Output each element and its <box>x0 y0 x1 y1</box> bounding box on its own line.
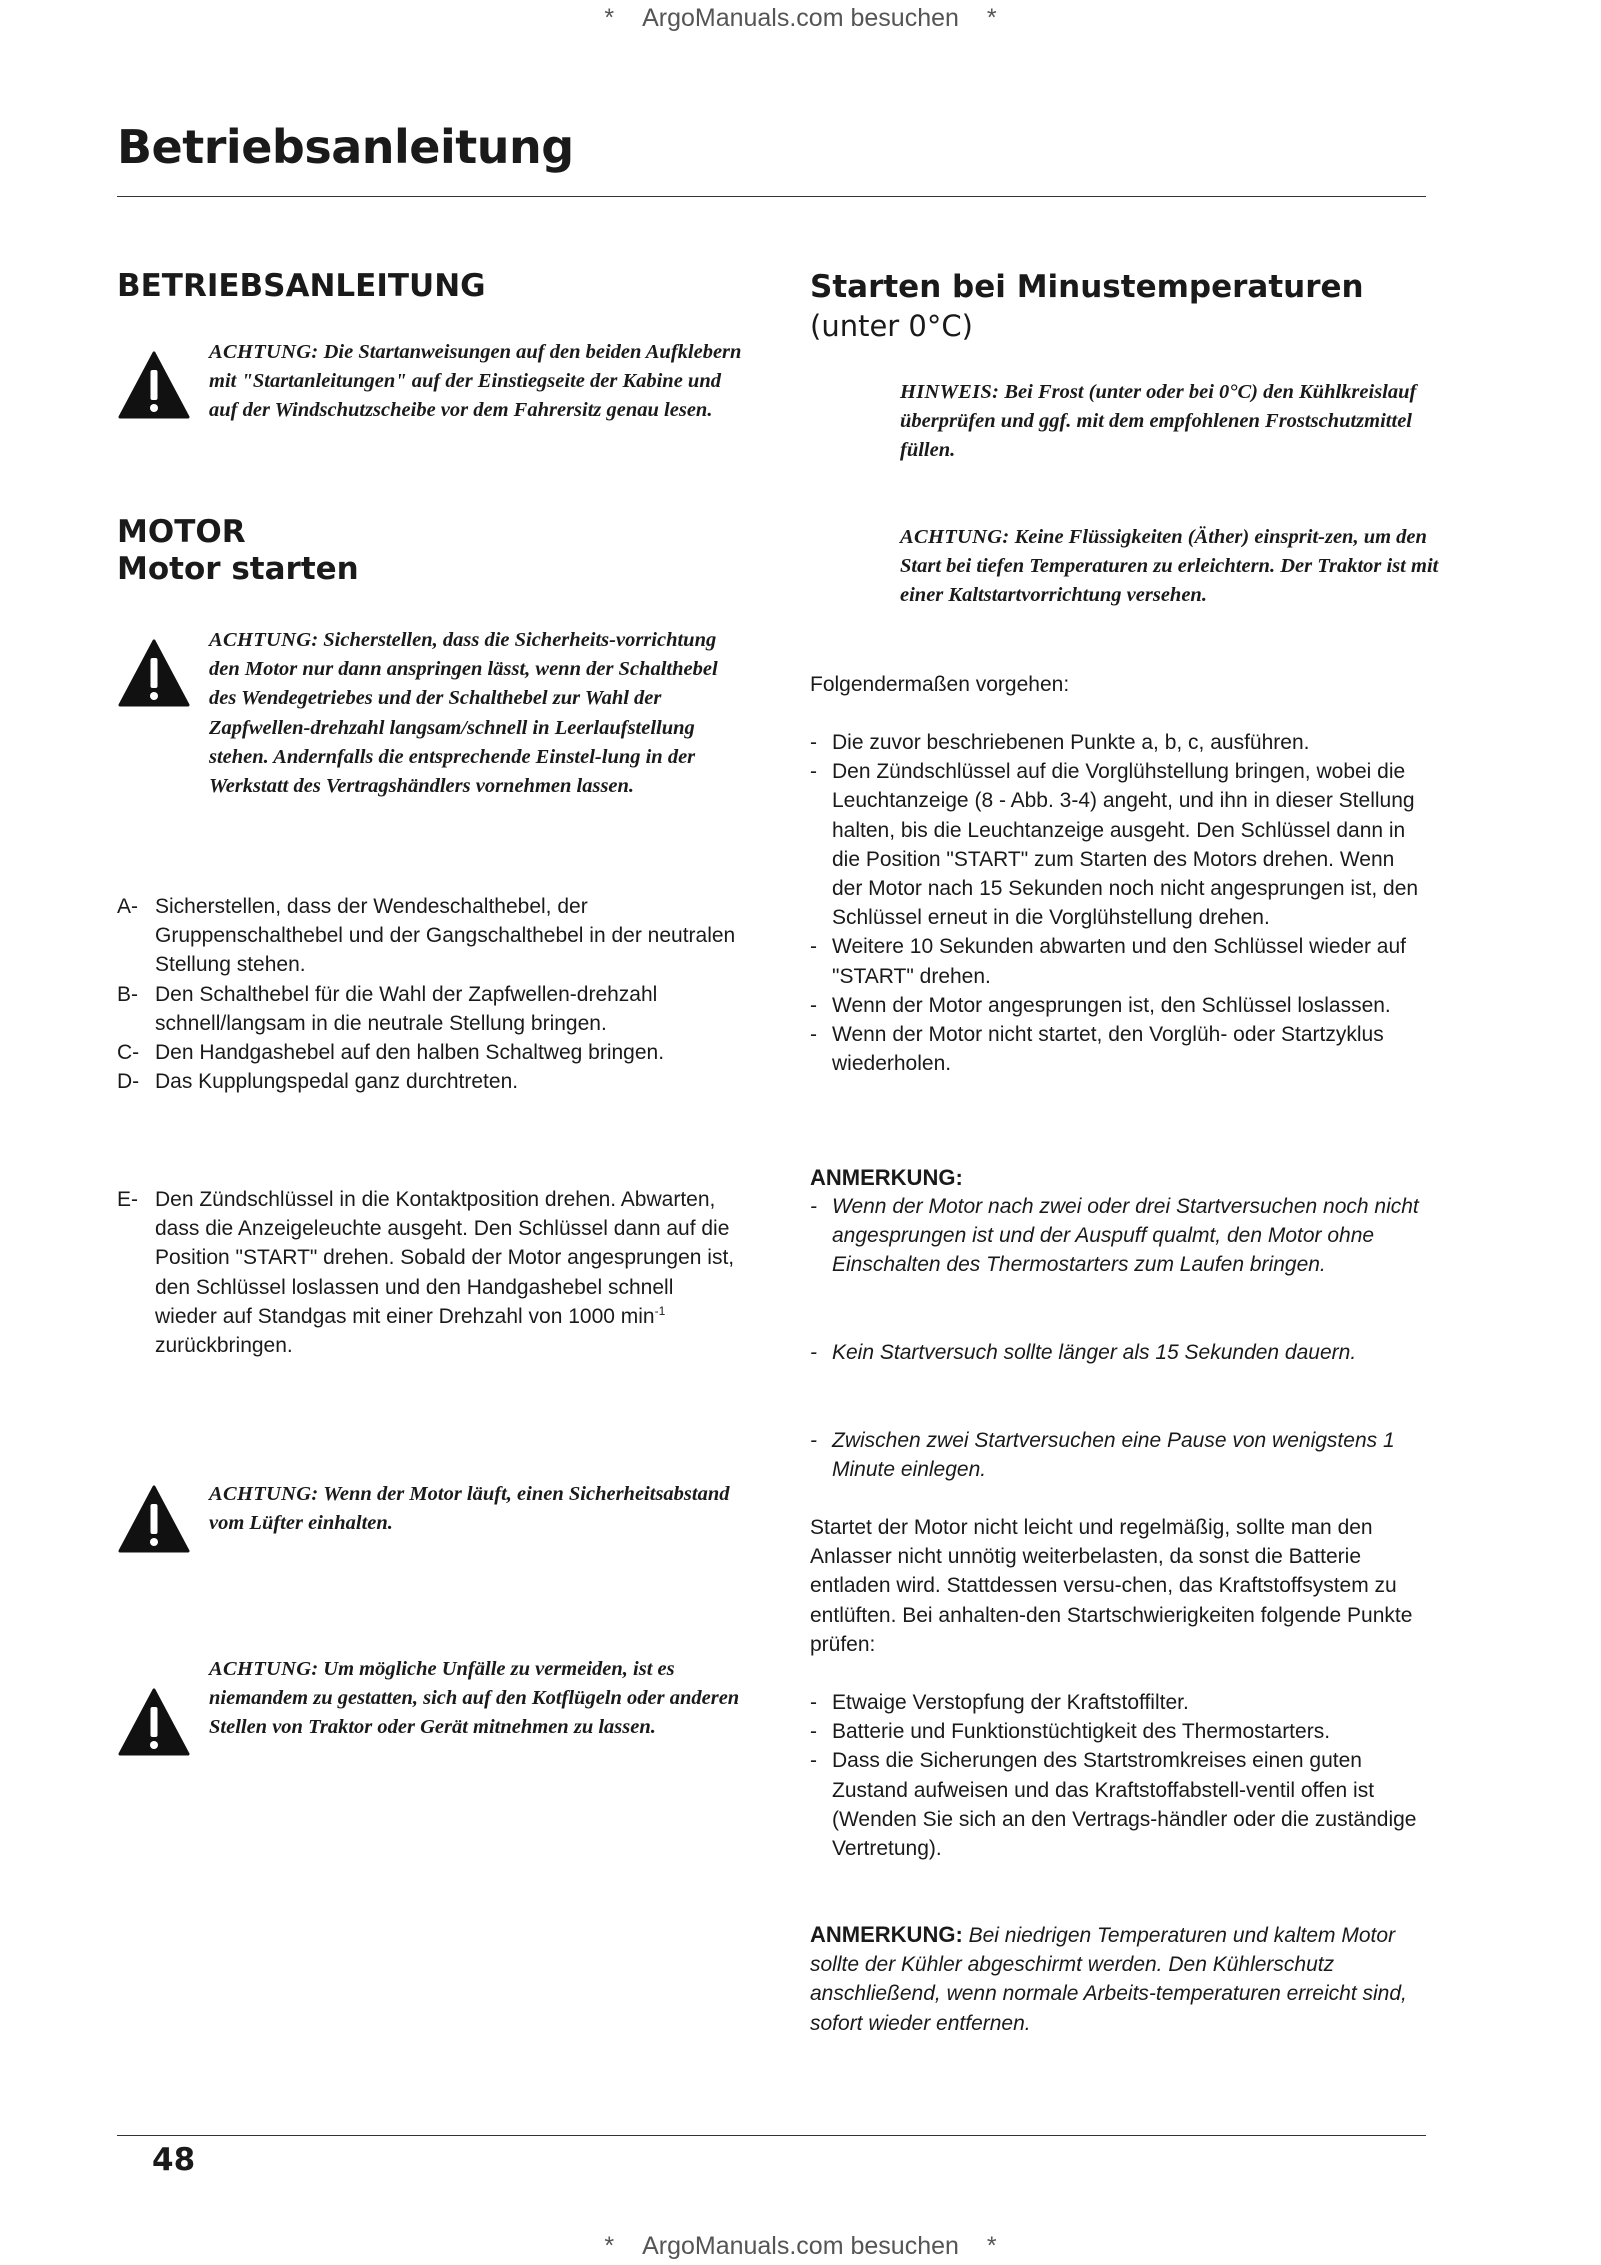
step-e-list <box>117 1185 737 1360</box>
banner-star: * <box>604 2232 615 2260</box>
motor-subheading: Motor starten <box>117 551 359 587</box>
warning-triangle-icon <box>117 1484 191 1554</box>
banner-star: * <box>604 4 615 32</box>
footer-rule <box>117 2135 1426 2136</box>
bottom-banner <box>0 2232 1601 2261</box>
banner-star: * <box>986 4 997 32</box>
anmerkung-list <box>810 1338 1430 1367</box>
header-rule <box>117 196 1426 197</box>
list-item: B- Den Schalthebel für die Wahl der Zapfwellen-drehzahl schnell/langsam in die neutrale Stellung bringen. <box>117 982 658 1035</box>
anmerkung-label: ANMERKUNG: <box>810 1165 963 1190</box>
section-heading: BETRIEBSANLEITUNG <box>117 268 486 304</box>
list-item: - Etwaige Verstopfung der Kraftstoffilter. <box>810 1691 1189 1714</box>
banner-text[interactable]: ArgoManuals.com besuchen <box>642 2232 959 2260</box>
hinweis-note: HINWEIS: Bei Frost (unter oder bei 0°C) den Kühlkreislauf überprüfen und ggf. mit dem empfohlenen Frostschutzmittel füllen. <box>900 381 1417 462</box>
warning-text: ACHTUNG: Sicherstellen, dass die Sicherheits-vorrichtung den Motor nur dann anspringen lässt, wenn der Schalthebel des Wendegetriebes und der Schalthebel zur Wahl der Zapfwellen-drehzahl langsam/schnell in Leerlaufstellung stehen. Andernfalls die entsprechende Einstel-lung in der Werkstatt des Vertragshändlers vornehmen lassen. <box>209 629 718 798</box>
checks-list <box>810 1688 1430 1863</box>
list-item: D- Das Kupplungspedal ganz durchtreten. <box>117 1070 519 1094</box>
warning-text: ACHTUNG: Die Startanweisungen auf den beiden Aufklebern mit "Startanleitungen" auf der Einstiegseite der Kabine und auf der Windschutzscheibe vor dem Fahrersitz genau lesen. <box>209 341 742 422</box>
list-item: - Weitere 10 Sekunden abwarten und den Schlüssel wieder auf "START" drehen. <box>810 935 1406 988</box>
procedure-list <box>810 728 1430 1078</box>
info-paragraph: Startet der Motor nicht leicht und regelmäßig, sollte man den Anlasser nicht unnötig weiterbelasten, da sonst die Batterie entladen wird. Stattdessen versu-chen, das Kraftstoffsystem zu entlüften. Bei anhalten-den Startschwierigkeiten folgende Punkte prüfen: <box>810 1516 1413 1656</box>
motor-heading: MOTOR <box>117 514 246 550</box>
list-item: - Die zuvor beschriebenen Punkte a, b, c, ausführen. <box>810 731 1310 754</box>
list-item: - Dass die Sicherungen des Startstromkreises einen guten Zustand aufweisen und das Kraftstoffabstell-ventil offen ist (Wenden Sie sich an den Vertrags-händler oder die zuständige Vertretung). <box>810 1749 1417 1861</box>
anmerkung-list <box>810 1426 1430 1484</box>
steps-list <box>117 892 737 1096</box>
warning-text: ACHTUNG: Um mögliche Unfälle zu vermeiden, ist es niemandem zu gestatten, sich auf den Kotflügeln oder anderen Stellen von Traktor oder Gerät mitnehmen zu lassen. <box>209 1658 740 1739</box>
page-title: Betriebsanleitung <box>117 120 574 174</box>
page-number: 48 <box>152 2142 196 2178</box>
banner-star: * <box>986 2232 997 2260</box>
list-item: A- Sicherstellen, dass der Wendeschalthebel, der Gruppenschalthebel und der Gangschalthebel in der neutralen Stellung stehen. <box>117 895 736 977</box>
warning-triangle-icon <box>117 638 191 708</box>
list-item: C- Den Handgashebel auf den halben Schaltweg bringen. <box>117 1041 665 1065</box>
list-item: - Wenn der Motor nicht startet, den Vorglüh- oder Startzyklus wiederholen. <box>810 1023 1384 1076</box>
list-item: E- Den Zündschlüssel in die Kontaktposition drehen. Abwarten, dass die Anzeigeleuchte ausgeht. Den Schlüssel dann auf die Position "START" drehen. Sobald der Motor angesprungen ist, den Schlüssel loslassen und den Handgashebel schnell wieder auf Standgas mit einer Drehzahl von 1000 $\min^{-1}$ zurückbringen. <box>117 1188 735 1358</box>
section-heading: Starten bei Minustemperaturen <box>810 269 1364 305</box>
list-item: - Wenn der Motor nach zwei oder drei Startversuchen noch nicht angesprungen ist und der Auspuff qualmt, den Motor ohne Einschalten des Thermostarters zum Laufen bringen. <box>810 1195 1419 1277</box>
list-item: - Den Zündschlüssel auf die Vorglühstellung bringen, wobei die Leuchtanzeige (8 - Abb. 3-4) angeht, und ihn in dieser Stellung halten, bis die Leuchtanzeige ausgeht. Den Schlüssel dann in die Position "START" zum Starten des Motors drehen. Wenn der Motor nach 15 Sekunden noch nicht angesprungen ist, den Schlüssel erneut in die Vorglühstellung drehen. <box>810 760 1419 930</box>
list-item: - Kein Startversuch sollte länger als 15 Sekunden dauern. <box>810 1341 1357 1364</box>
banner-text[interactable]: ArgoManuals.com besuchen <box>642 4 959 32</box>
achtung-note: ACHTUNG: Keine Flüssigkeiten (Äther) einsprit-zen, um den Start bei tiefen Temperaturen zu erleichtern. Der Traktor ist mit einer Kaltstartvorrichtung versehen. <box>900 526 1439 607</box>
list-item: - Batterie und Funktionstüchtigkeit des Thermostarters. <box>810 1720 1331 1744</box>
section-subheading: (unter 0°C) <box>810 309 973 343</box>
list-item: - Wenn der Motor angesprungen ist, den Schlüssel loslassen. <box>810 993 1391 1017</box>
anmerkung-note: ANMERKUNG: Bei niedrigen Temperaturen und kaltem Motor sollte der Kühler abgeschirmt werden. Den Kühlerschutz anschließend, wenn normale Arbeits-temperaturen erreicht sind, sofort wieder entfernen. <box>810 1922 1407 2035</box>
warning-triangle-icon <box>117 1687 191 1757</box>
warning-triangle-icon <box>117 350 191 420</box>
warning-text: ACHTUNG: Wenn der Motor läuft, einen Sicherheitsabstand vom Lüfter einhalten. <box>209 1483 730 1535</box>
top-banner <box>0 4 1601 33</box>
list-item: - Zwischen zwei Startversuchen eine Pause von wenigstens 1 Minute einlegen. <box>810 1429 1395 1482</box>
intro-text: Folgendermaßen vorgehen: <box>810 673 1070 696</box>
anmerkung-list <box>810 1192 1430 1280</box>
